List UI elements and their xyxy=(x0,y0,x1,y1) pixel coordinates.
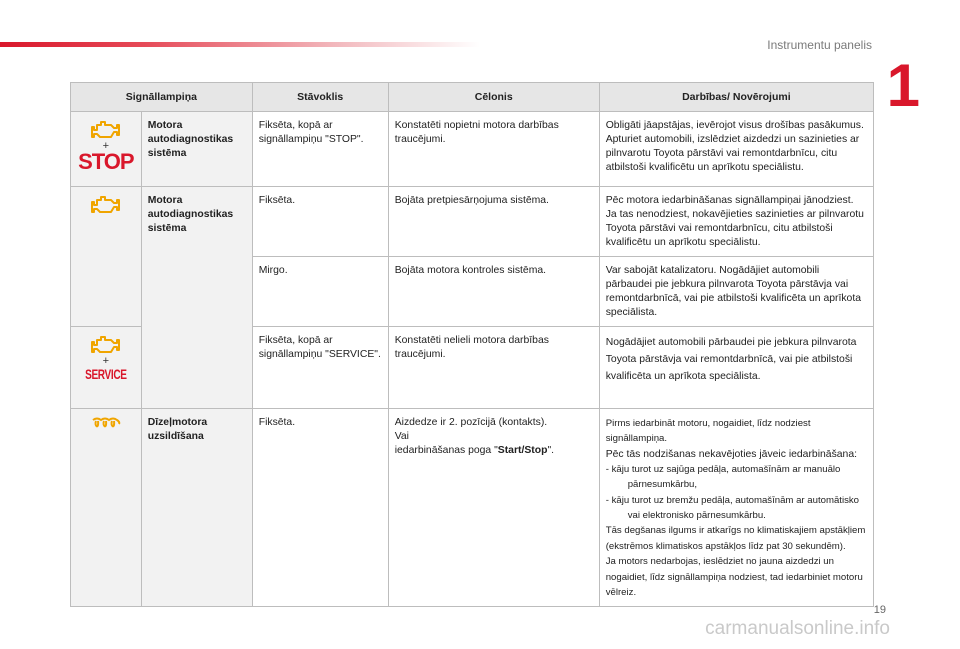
light-action: Nogādājiet automobili pārbaudei pie jebkura pilnvarota Toyota pārstāvja vai remontdarbnīcā, vai pie atbilstoši kvalificēta un aprīkota speciālista. xyxy=(599,327,873,409)
action-line: Pirms iedarbināt motoru, nogaidiet, līdz nodziest signāllampiņa. xyxy=(605,418,811,445)
light-name: Motora autodiagnostikas sistēma xyxy=(141,112,252,187)
icon-cell xyxy=(71,257,142,327)
plus-sign: + xyxy=(102,140,110,152)
light-action: Obligāti jāapstājas, ievērojot visus drošības pasākumus. Apturiet automobili, izslēdziet aizdedzi un sazinieties ar pilnvarotu Toyota pārstāvi vai remontdarbnīcu, citu atbilstoši kvalificētu un aprīkotu speciālistu. xyxy=(599,112,873,187)
light-action: Pēc motora iedarbināšanas signāllampiņai jānodziest. Ja tas nenodziest, nokavējieties sazinieties ar pilnvarotu Toyota pārstāvi vai remontdarbnīcu, citu atbilstoši kvalificētu un aprīkotu speciālistu. xyxy=(599,187,873,257)
col-header-action: Darbības/ Novērojumi xyxy=(599,83,873,112)
icon-cell xyxy=(71,112,142,187)
table-row xyxy=(71,187,874,257)
glow-plug-icon xyxy=(91,416,121,432)
light-state: Mirgo. xyxy=(252,257,388,327)
action-line: Tās degšanas ilgums ir atkarīgs no klimatiskajiem apstākļiem (ekstrēmos klimatiskos apstākļos līdz pat 30 sekundēm). xyxy=(605,525,866,552)
light-state: Fiksēta. xyxy=(252,187,388,257)
service-icon: SERVICE xyxy=(85,366,127,382)
light-cause: Bojāta motora kontroles sistēma. xyxy=(388,257,599,327)
icon-cell xyxy=(71,327,142,409)
icon-cell xyxy=(71,409,142,607)
light-name: Motora autodiagnostikas sistēma xyxy=(141,187,252,409)
light-action: Var sabojāt katalizatoru. Nogādājiet automobili pārbaudei pie jebkura pilnvarota Toyota pārstāvja vai remontdarbnīcā, vai pie atbilstoši kvalificēta un aprīkota speciālista. xyxy=(599,257,873,327)
section-title: Instrumentu panelis xyxy=(767,38,872,52)
stop-icon: STOP xyxy=(78,149,134,174)
light-name: Dīzeļmotora uzsildīšana xyxy=(141,409,252,607)
action-bullet: - kāju turot uz sajūga pedāļa, automašīnām ar manuālo pārnesumkārbu, xyxy=(605,463,841,491)
action-line: Pēc tās nodzišanas nekavējoties jāveic iedarbināšana: xyxy=(605,448,857,460)
table-row xyxy=(71,409,874,607)
header-accent-bar xyxy=(0,42,480,47)
light-state: Fiksēta, kopā ar signāllampiņu "SERVICE". xyxy=(252,327,388,409)
engine-check-icon xyxy=(91,334,121,356)
start-stop-label: Start/Stop xyxy=(497,445,548,456)
cause-line: Aizdedze ir 2. pozīcijā (kontakts). xyxy=(394,417,548,428)
engine-check-icon xyxy=(91,194,121,216)
plus-sign: + xyxy=(102,355,110,367)
page-number: 19 xyxy=(873,604,886,616)
chapter-number: 1 xyxy=(886,52,920,119)
action-line: Ja motors nedarbojas, ieslēdziet no jauna aizdedzi un nogaidiet, līdz signāllampiņa nodziest, tad iedarbiniet motoru vēlreiz. xyxy=(605,556,863,599)
col-header-state: Stāvoklis xyxy=(252,83,388,112)
light-cause: Bojāta pretpiesārņojuma sistēma. xyxy=(388,187,599,257)
light-state: Fiksēta. xyxy=(252,409,388,607)
table-header-row xyxy=(71,83,874,112)
light-state: Fiksēta, kopā ar signāllampiņu "STOP". xyxy=(252,112,388,187)
light-cause: Konstatēti nopietni motora darbības traucējumi. xyxy=(388,112,599,187)
cause-line xyxy=(395,445,554,456)
cause-line: Vai xyxy=(394,431,409,442)
cause-suffix: ". xyxy=(547,445,555,456)
action-bullet: - kāju turot uz bremžu pedāļa, automašīnām ar automātisko vai elektronisko pārnesumkārbu. xyxy=(605,494,860,522)
light-cause xyxy=(388,409,599,607)
engine-check-icon xyxy=(91,119,121,141)
col-header-light: Signāllampiņa xyxy=(71,83,253,112)
cause-prefix: iedarbināšanas poga " xyxy=(394,445,498,456)
col-header-cause: Cēlonis xyxy=(388,83,599,112)
light-cause: Konstatēti nelieli motora darbības traucējumi. xyxy=(388,327,599,409)
warning-lights-table xyxy=(70,82,874,607)
table-row xyxy=(71,112,874,187)
watermark: carmanualsonline.info xyxy=(705,618,890,639)
light-action xyxy=(599,409,873,607)
icon-cell xyxy=(71,187,142,257)
